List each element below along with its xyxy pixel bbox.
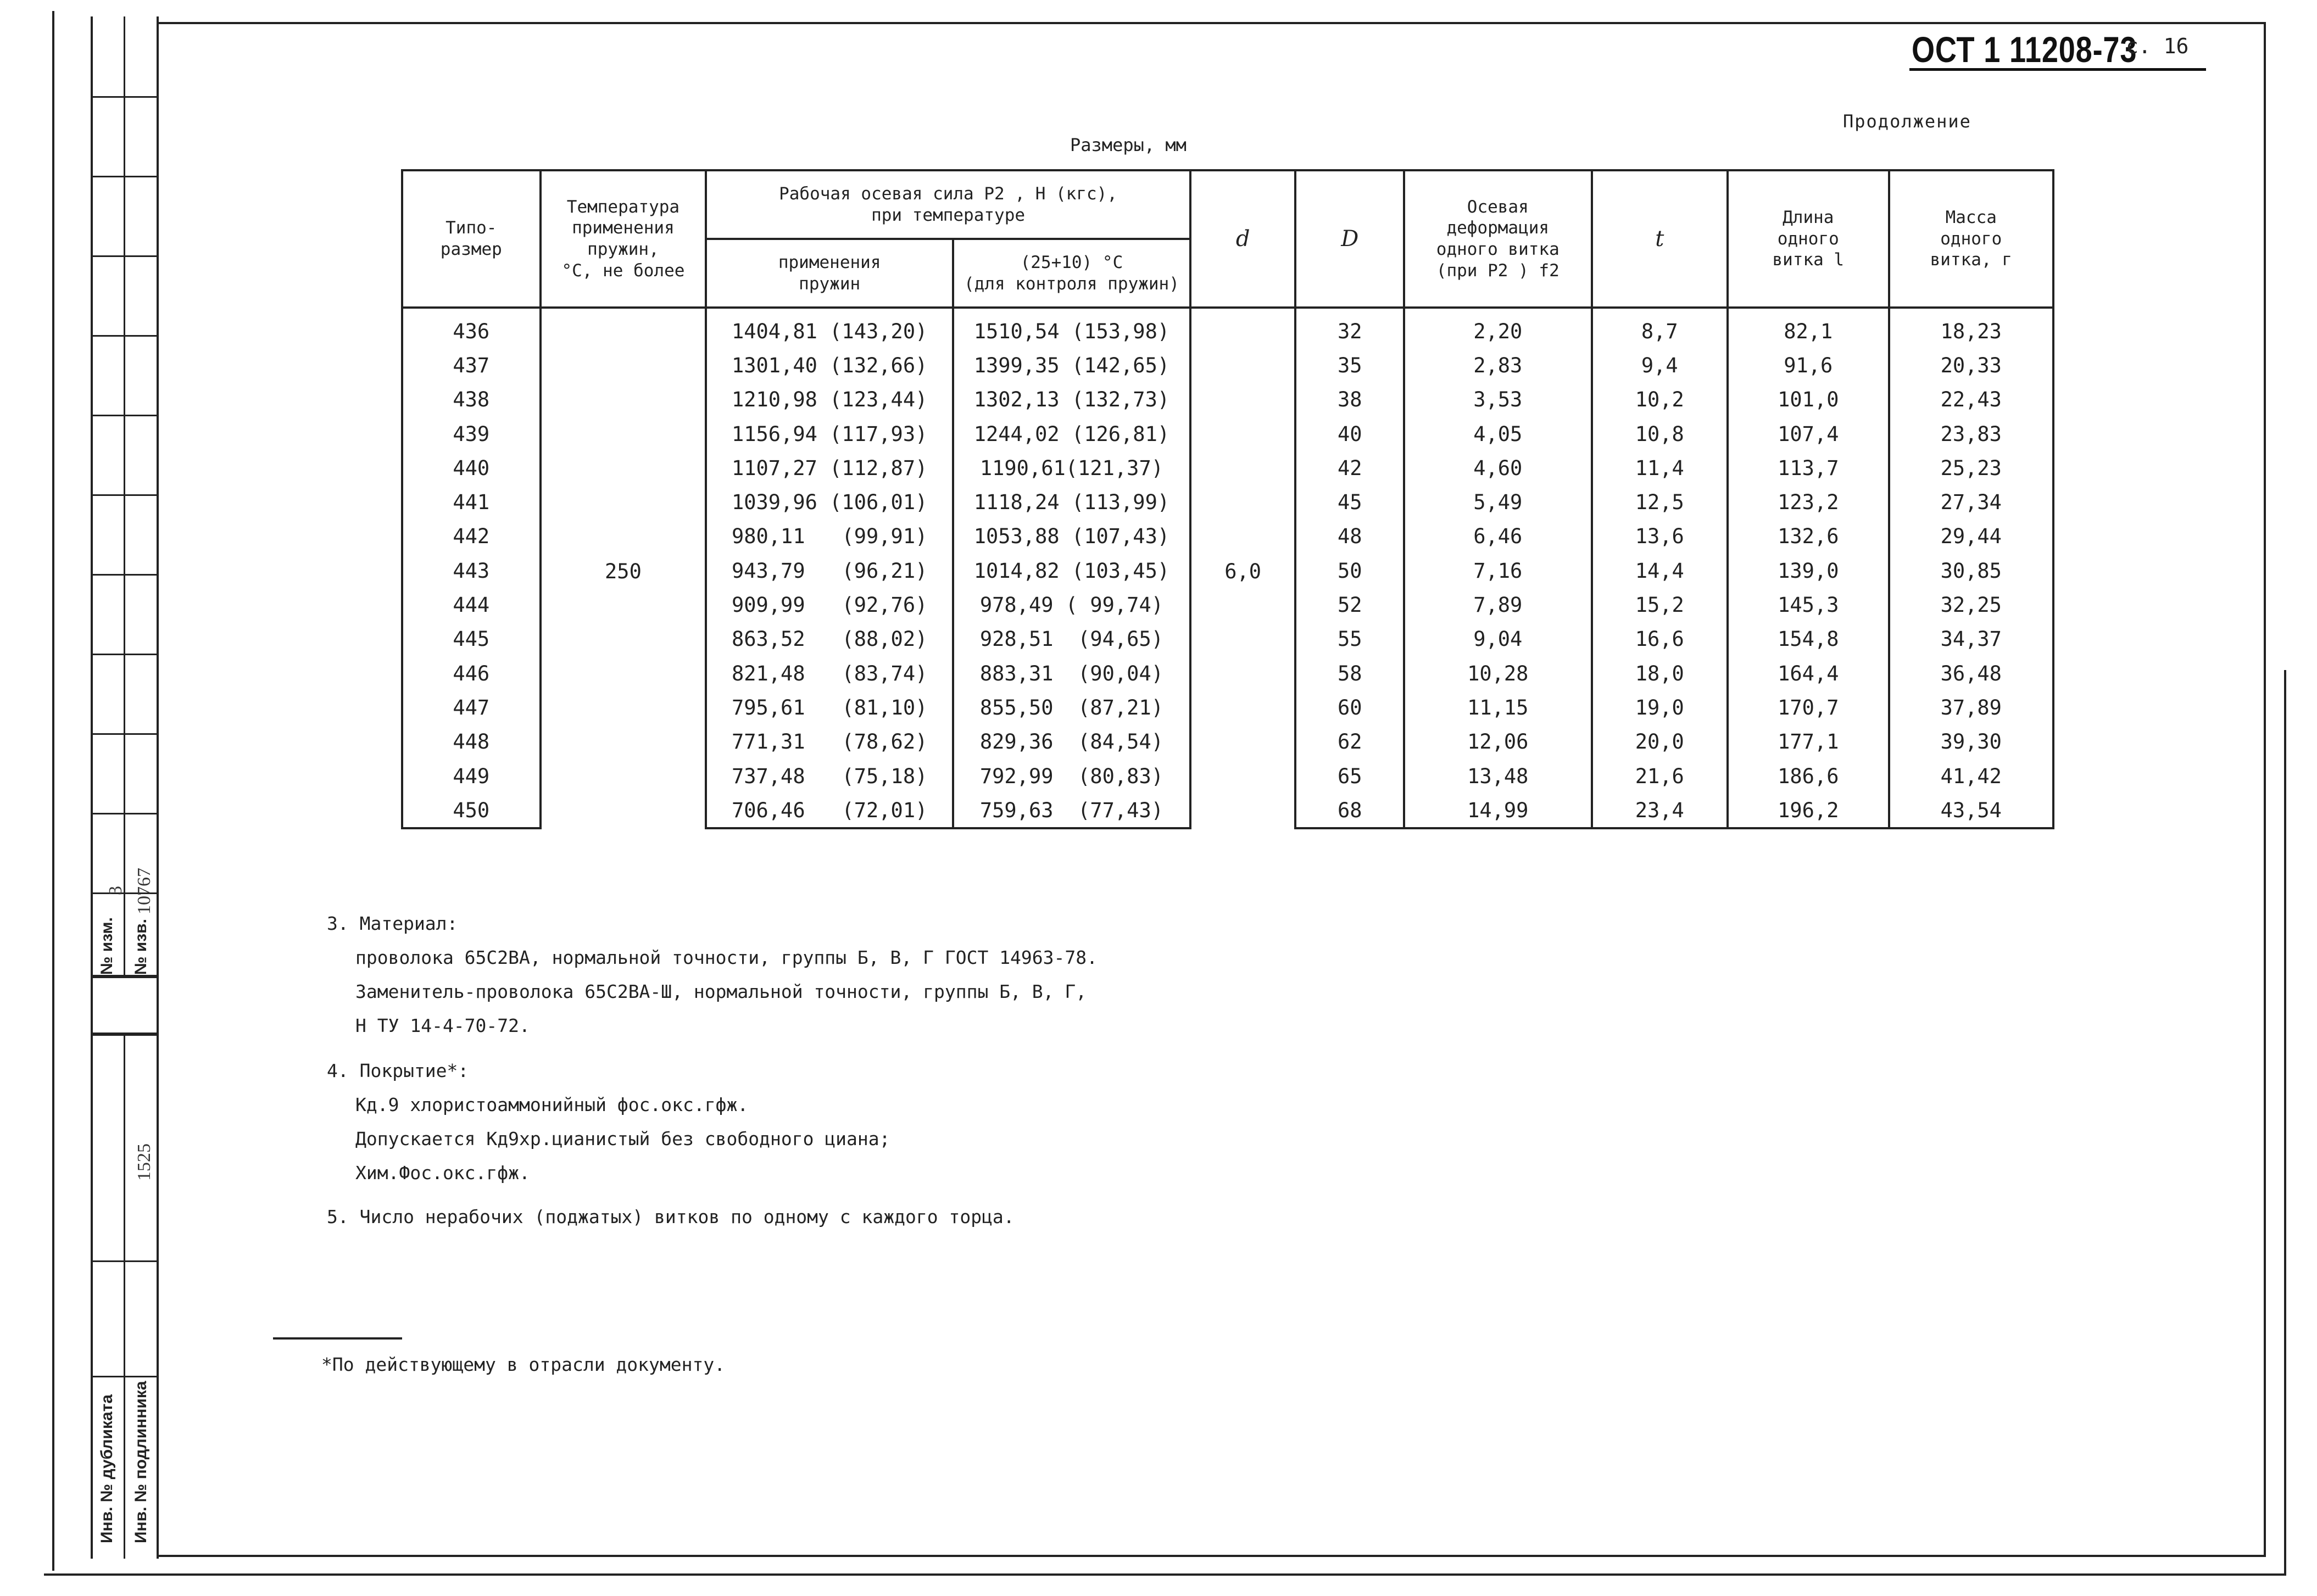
- footnote: *По действующему в отрасли документу.: [321, 1354, 726, 1375]
- margin-izm-value: 3: [105, 886, 126, 895]
- cell-force-control: 829,36 (84,54): [953, 725, 1190, 759]
- cell-t: 10,2: [1592, 383, 1728, 417]
- cell-mass: 20,33: [1889, 348, 2053, 382]
- cell-force-control: 1014,82 (103,45): [953, 554, 1190, 588]
- cell-deformation: 4,60: [1404, 451, 1592, 485]
- margin-line: [91, 1033, 159, 1036]
- cell-force-application: 1039,96 (106,01): [706, 485, 953, 519]
- cell-force-control: 928,51 (94,65): [953, 622, 1190, 656]
- margin-line: [91, 176, 159, 177]
- cell-t: 21,6: [1592, 759, 1728, 793]
- header-temperature: Температура применения пружин, °С, не более: [541, 170, 706, 308]
- cell-typesize: 440: [402, 451, 541, 485]
- cell-length: 107,4: [1728, 417, 1889, 451]
- dimensions-note: Размеры, мм: [1070, 135, 1187, 155]
- cell-t: 18,0: [1592, 656, 1728, 690]
- cell-force-control: 978,49 ( 99,74): [953, 588, 1190, 622]
- cell-t: 19,0: [1592, 690, 1728, 724]
- cell-deformation: 10,28: [1404, 656, 1592, 690]
- cell-force-application: 1404,81 (143,20): [706, 308, 953, 348]
- cell-D: 58: [1295, 656, 1404, 690]
- margin-inv-dup-label: Инв. № дубликата: [98, 1394, 116, 1543]
- cell-force-application: 771,31 (78,62): [706, 725, 953, 759]
- margin-line: [91, 494, 159, 496]
- margin-line: [91, 415, 159, 416]
- cell-D: 45: [1295, 485, 1404, 519]
- cell-typesize: 442: [402, 520, 541, 554]
- note-material-line: Заменитель-проволока 65С2ВА-Ш, нормальной точности, группы Б, В, Г,: [355, 981, 1087, 1002]
- cell-length: 91,6: [1728, 348, 1889, 382]
- cell-deformation: 3,53: [1404, 383, 1592, 417]
- cell-D: 50: [1295, 554, 1404, 588]
- margin-line: [91, 813, 159, 814]
- cell-t: 9,4: [1592, 348, 1728, 382]
- frame-bottom: [44, 1573, 2285, 1576]
- cell-t: 15,2: [1592, 588, 1728, 622]
- header-deformation: Осевая деформация одного витка (при P2 ) f2: [1404, 170, 1592, 308]
- cell-force-application: 863,52 (88,02): [706, 622, 953, 656]
- cell-force-application: 909,99 (92,76): [706, 588, 953, 622]
- cell-D: 52: [1295, 588, 1404, 622]
- cell-D: 55: [1295, 622, 1404, 656]
- cell-mass: 41,42: [1889, 759, 2053, 793]
- footnote-rule: [273, 1337, 402, 1340]
- cell-force-control: 1053,88 (107,43): [953, 520, 1190, 554]
- margin-divider: [124, 1033, 125, 1559]
- cell-D: 68: [1295, 793, 1404, 828]
- cell-mass: 39,30: [1889, 725, 2053, 759]
- cell-deformation: 7,16: [1404, 554, 1592, 588]
- cell-length: 186,6: [1728, 759, 1889, 793]
- cell-typesize: 443: [402, 554, 541, 588]
- cell-deformation: 13,48: [1404, 759, 1592, 793]
- cell-force-application: 1301,40 (132,66): [706, 348, 953, 382]
- cell-force-application: 795,61 (81,10): [706, 690, 953, 724]
- cell-typesize: 439: [402, 417, 541, 451]
- cell-typesize: 446: [402, 656, 541, 690]
- margin-line: [91, 1376, 159, 1377]
- cell-force-application: 943,79 (96,21): [706, 554, 953, 588]
- cell-force-application: 1210,98 (123,44): [706, 383, 953, 417]
- cell-deformation: 4,05: [1404, 417, 1592, 451]
- cell-length: 113,7: [1728, 451, 1889, 485]
- margin-line: [91, 1260, 159, 1262]
- header-d: d: [1190, 170, 1296, 308]
- margin-inv-orig-label: Инв. № подлинника: [132, 1381, 150, 1543]
- frame-outer-left: [52, 11, 54, 1571]
- note-coating-line: Кд.9 хлористоаммонийный фос.окс.гфж.: [355, 1094, 749, 1115]
- cell-D: 35: [1295, 348, 1404, 382]
- cell-t: 13,6: [1592, 520, 1728, 554]
- cell-force-control: 883,31 (90,04): [953, 656, 1190, 690]
- margin-line: [91, 335, 159, 337]
- cell-typesize: 441: [402, 485, 541, 519]
- header-underline: [1909, 68, 2206, 71]
- cell-force-control: 792,99 (80,83): [953, 759, 1190, 793]
- cell-mass: 18,23: [1889, 308, 2053, 348]
- cell-D: 60: [1295, 690, 1404, 724]
- cell-t: 11,4: [1592, 451, 1728, 485]
- cell-force-control: 759,63 (77,43): [953, 793, 1190, 828]
- cell-force-application: 706,46 (72,01): [706, 793, 953, 828]
- continuation-label: Продолжение: [1843, 111, 1971, 132]
- margin-izv-label: № изв.: [132, 919, 150, 975]
- cell-length: 123,2: [1728, 485, 1889, 519]
- header-typesize: Типо- размер: [402, 170, 541, 308]
- table-body: [402, 308, 2053, 828]
- cell-typesize: 447: [402, 690, 541, 724]
- frame-right: [2284, 670, 2286, 1576]
- cell-D: 38: [1295, 383, 1404, 417]
- note-material-line: Н ТУ 14-4-70-72.: [355, 1015, 530, 1036]
- cell-t: 10,8: [1592, 417, 1728, 451]
- cell-force-application: 737,48 (75,18): [706, 759, 953, 793]
- cell-mass: 29,44: [1889, 520, 2053, 554]
- cell-d: 6,0: [1190, 308, 1296, 828]
- cell-typesize: 445: [402, 622, 541, 656]
- cell-force-control: 1302,13 (132,73): [953, 383, 1190, 417]
- note-material-line: проволока 65С2ВА, нормальной точности, группы Б, В, Г ГОСТ 14963-78.: [355, 947, 1098, 968]
- cell-length: 177,1: [1728, 725, 1889, 759]
- cell-force-control: 855,50 (87,21): [953, 690, 1190, 724]
- cell-D: 40: [1295, 417, 1404, 451]
- cell-t: 16,6: [1592, 622, 1728, 656]
- cell-length: 154,8: [1728, 622, 1889, 656]
- header-mass: Масса одного витка, г: [1889, 170, 2053, 308]
- cell-mass: 27,34: [1889, 485, 2053, 519]
- note-coating-title: 4. Покрытие*:: [327, 1060, 469, 1081]
- margin-inv-orig-value: 1525: [134, 1143, 154, 1181]
- cell-deformation: 6,46: [1404, 520, 1592, 554]
- header-force-control: (25+10) °С (для контроля пружин): [953, 239, 1190, 308]
- cell-typesize: 449: [402, 759, 541, 793]
- cell-mass: 37,89: [1889, 690, 2053, 724]
- header-force-application: применения пружин: [706, 239, 953, 308]
- cell-force-control: 1510,54 (153,98): [953, 308, 1190, 348]
- cell-deformation: 2,20: [1404, 308, 1592, 348]
- header-D: D: [1295, 170, 1404, 308]
- cell-length: 145,3: [1728, 588, 1889, 622]
- cell-length: 101,0: [1728, 383, 1889, 417]
- margin-line: [91, 255, 159, 257]
- cell-typesize: 436: [402, 308, 541, 348]
- cell-length: 132,6: [1728, 520, 1889, 554]
- note-material-title: 3. Материал:: [327, 913, 458, 934]
- cell-deformation: 5,49: [1404, 485, 1592, 519]
- cell-D: 48: [1295, 520, 1404, 554]
- margin-line: [91, 654, 159, 655]
- cell-length: 82,1: [1728, 308, 1889, 348]
- cell-D: 32: [1295, 308, 1404, 348]
- page-number: с. 16: [2126, 34, 2189, 58]
- cell-force-control: 1399,35 (142,65): [953, 348, 1190, 382]
- cell-force-application: 1156,94 (117,93): [706, 417, 953, 451]
- margin-line: [91, 96, 159, 98]
- cell-typesize: 438: [402, 383, 541, 417]
- cell-length: 196,2: [1728, 793, 1889, 828]
- margin-line: [91, 975, 159, 978]
- cell-mass: 36,48: [1889, 656, 2053, 690]
- cell-deformation: 2,83: [1404, 348, 1592, 382]
- cell-force-application: 980,11 (99,91): [706, 520, 953, 554]
- cell-t: 23,4: [1592, 793, 1728, 828]
- header-force-group: Рабочая осевая сила P2 , Н (кгс), при температуре: [706, 170, 1190, 239]
- cell-mass: 32,25: [1889, 588, 2053, 622]
- cell-mass: 22,43: [1889, 383, 2053, 417]
- cell-t: 20,0: [1592, 725, 1728, 759]
- cell-deformation: 7,89: [1404, 588, 1592, 622]
- cell-force-application: 1107,27 (112,87): [706, 451, 953, 485]
- cell-mass: 30,85: [1889, 554, 2053, 588]
- margin-izv-value: 10767: [134, 868, 154, 914]
- table-row: [402, 308, 2053, 348]
- cell-deformation: 14,99: [1404, 793, 1592, 828]
- cell-typesize: 444: [402, 588, 541, 622]
- spring-table: [401, 169, 2054, 829]
- cell-deformation: 9,04: [1404, 622, 1592, 656]
- note-coating-line: Допускается Кд9хр.цианистый без свободного циана;: [355, 1128, 890, 1149]
- header-length: Длина одного витка l: [1728, 170, 1889, 308]
- cell-t: 12,5: [1592, 485, 1728, 519]
- note-coating-line: Хим.Фос.окс.гфж.: [355, 1162, 530, 1184]
- cell-length: 170,7: [1728, 690, 1889, 724]
- margin-izm-label: № изм.: [98, 917, 116, 975]
- header-t: t: [1592, 170, 1728, 308]
- margin-line: [91, 733, 159, 735]
- cell-D: 42: [1295, 451, 1404, 485]
- cell-typesize: 450: [402, 793, 541, 828]
- margin-divider: [124, 16, 125, 978]
- cell-D: 62: [1295, 725, 1404, 759]
- cell-typesize: 448: [402, 725, 541, 759]
- cell-mass: 23,83: [1889, 417, 2053, 451]
- cell-t: 14,4: [1592, 554, 1728, 588]
- note-coils: 5. Число нерабочих (поджатых) витков по одному с каждого торца.: [327, 1206, 1015, 1227]
- standard-code: ОСТ 1 11208-73: [1912, 29, 2137, 70]
- cell-force-control: 1118,24 (113,99): [953, 485, 1190, 519]
- cell-deformation: 11,15: [1404, 690, 1592, 724]
- cell-mass: 25,23: [1889, 451, 2053, 485]
- cell-force-control: 1244,02 (126,81): [953, 417, 1190, 451]
- cell-temperature: 250: [541, 308, 706, 828]
- cell-mass: 43,54: [1889, 793, 2053, 828]
- cell-mass: 34,37: [1889, 622, 2053, 656]
- cell-force-application: 821,48 (83,74): [706, 656, 953, 690]
- cell-length: 139,0: [1728, 554, 1889, 588]
- margin-line: [91, 574, 159, 576]
- cell-typesize: 437: [402, 348, 541, 382]
- cell-deformation: 12,06: [1404, 725, 1592, 759]
- cell-force-control: 1190,61(121,37): [953, 451, 1190, 485]
- cell-D: 65: [1295, 759, 1404, 793]
- cell-t: 8,7: [1592, 308, 1728, 348]
- cell-length: 164,4: [1728, 656, 1889, 690]
